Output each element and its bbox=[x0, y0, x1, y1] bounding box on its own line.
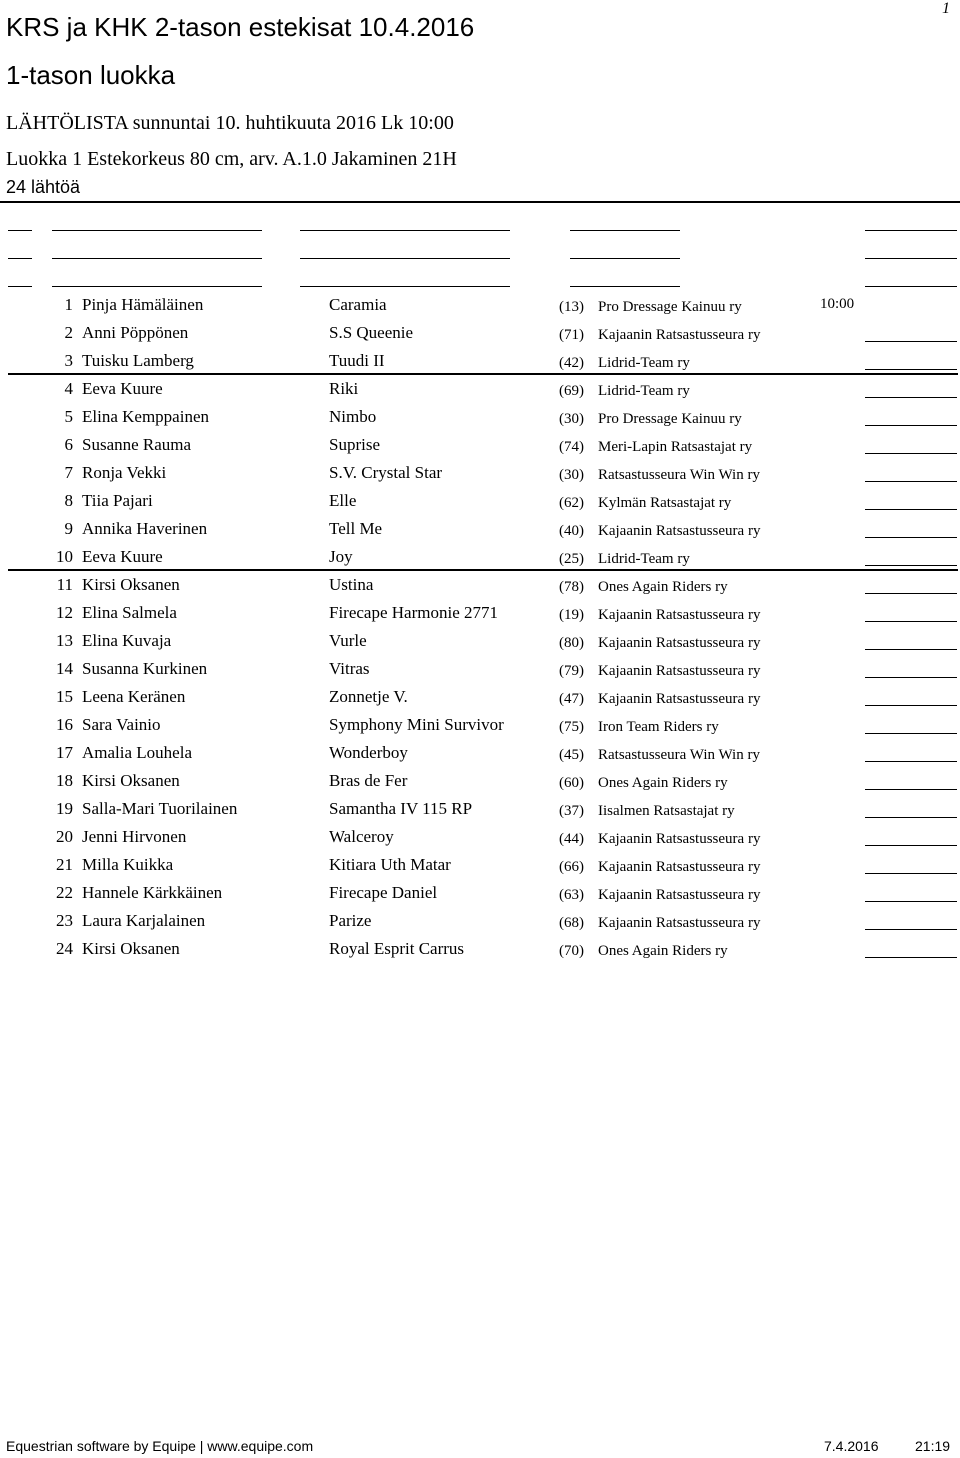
start-number: 18 bbox=[56, 771, 73, 790]
table-row bbox=[0, 570, 960, 598]
start-number: 22 bbox=[56, 883, 73, 902]
table-row bbox=[0, 766, 960, 794]
table-row bbox=[0, 318, 960, 346]
result-blank-line bbox=[865, 901, 957, 902]
horse-name: Firecape Harmonie 2771 bbox=[329, 603, 498, 622]
class-subtitle: 1-tason luokka bbox=[6, 60, 176, 90]
footer-software: Equestrian software by Equipe | www.equipe.com bbox=[6, 1438, 314, 1454]
horse-name: Suprise bbox=[329, 435, 380, 454]
club-name: Kajaanin Ratsastusseura ry bbox=[598, 635, 761, 651]
footer-time: 21:19 bbox=[915, 1438, 951, 1454]
result-blank-line bbox=[865, 453, 957, 454]
club-name: Ones Again Riders ry bbox=[598, 775, 728, 791]
horse-name: Wonderboy bbox=[329, 743, 408, 762]
horse-number: (75) bbox=[559, 719, 584, 735]
horse-number: (30) bbox=[559, 411, 584, 427]
result-blank-line bbox=[865, 341, 957, 342]
start-number: 23 bbox=[56, 911, 73, 930]
result-blank-line bbox=[865, 677, 957, 678]
header-rule bbox=[0, 201, 960, 203]
club-name: Pro Dressage Kainuu ry bbox=[598, 411, 742, 427]
horse-number: (37) bbox=[559, 803, 584, 819]
page-number: 1 bbox=[942, 0, 950, 17]
table-row bbox=[0, 710, 960, 738]
club-name: Lidrid-Team ry bbox=[598, 551, 690, 567]
footer-date: 7.4.2016 bbox=[824, 1438, 879, 1454]
result-blank-line bbox=[865, 481, 957, 482]
club-name: Kajaanin Ratsastusseura ry bbox=[598, 663, 761, 679]
horse-name: Zonnetje V. bbox=[329, 687, 408, 706]
start-number: 8 bbox=[64, 491, 73, 510]
rider-name: Milla Kuikka bbox=[82, 855, 174, 874]
table-row bbox=[0, 682, 960, 710]
start-number: 6 bbox=[64, 435, 73, 454]
horse-name: Vitras bbox=[329, 659, 370, 678]
club-name: Kajaanin Ratsastusseura ry bbox=[598, 691, 761, 707]
start-number: 3 bbox=[64, 351, 73, 370]
result-blank-line bbox=[865, 705, 957, 706]
horse-name: Caramia bbox=[329, 295, 387, 314]
horse-name: Nimbo bbox=[329, 407, 377, 426]
start-number: 7 bbox=[64, 463, 73, 482]
rider-name: Tiia Pajari bbox=[82, 491, 153, 510]
club-name: Ratsastusseura Win Win ry bbox=[598, 747, 760, 763]
rider-name: Jenni Hirvonen bbox=[82, 827, 187, 846]
table-row bbox=[0, 290, 960, 318]
result-blank-line bbox=[865, 873, 957, 874]
table-row bbox=[0, 514, 960, 542]
table-row bbox=[0, 850, 960, 878]
result-blank-line bbox=[865, 929, 957, 930]
table-row bbox=[0, 654, 960, 682]
table-row bbox=[0, 598, 960, 626]
rider-name: Elina Kuvaja bbox=[82, 631, 172, 650]
horse-number: (13) bbox=[559, 299, 584, 315]
table-row bbox=[0, 934, 960, 962]
club-name: Pro Dressage Kainuu ry bbox=[598, 299, 742, 315]
result-blank-line bbox=[865, 789, 957, 790]
horse-number: (79) bbox=[559, 663, 584, 679]
horse-name: Parize bbox=[329, 911, 372, 930]
rider-name: Laura Karjalainen bbox=[82, 911, 206, 930]
result-blank-line bbox=[865, 649, 957, 650]
start-number: 5 bbox=[64, 407, 73, 426]
result-blank-line bbox=[865, 565, 957, 566]
rider-name: Kirsi Oksanen bbox=[82, 939, 180, 958]
club-name: Lidrid-Team ry bbox=[598, 383, 690, 399]
result-blank-line bbox=[865, 593, 957, 594]
table-row bbox=[0, 878, 960, 906]
horse-number: (44) bbox=[559, 831, 584, 847]
result-blank-line bbox=[865, 957, 957, 958]
horse-name: Bras de Fer bbox=[329, 771, 408, 790]
horse-number: (25) bbox=[559, 551, 584, 567]
table-row bbox=[0, 542, 960, 570]
start-time: 10:00 bbox=[820, 296, 855, 312]
club-name: Ones Again Riders ry bbox=[598, 579, 728, 595]
rider-name: Susanne Rauma bbox=[82, 435, 192, 454]
club-name: Kajaanin Ratsastusseura ry bbox=[598, 887, 761, 903]
rider-name: Eeva Kuure bbox=[82, 547, 163, 566]
rider-name: Amalia Louhela bbox=[82, 743, 192, 762]
horse-name: S.V. Crystal Star bbox=[329, 463, 443, 482]
horse-number: (30) bbox=[559, 467, 584, 483]
club-name: Kajaanin Ratsastusseura ry bbox=[598, 915, 761, 931]
horse-name: Walceroy bbox=[329, 827, 394, 846]
horse-name: Riki bbox=[329, 379, 359, 398]
rider-name: Pinja Hämäläinen bbox=[82, 295, 204, 314]
horse-name: Kitiara Uth Matar bbox=[329, 855, 451, 874]
start-number: 11 bbox=[56, 575, 73, 594]
result-blank-line bbox=[865, 425, 957, 426]
result-blank-line bbox=[865, 845, 957, 846]
horse-name: Tell Me bbox=[329, 519, 383, 538]
horse-number: (45) bbox=[559, 747, 584, 763]
club-name: Kajaanin Ratsastusseura ry bbox=[598, 831, 761, 847]
start-number: 24 bbox=[56, 939, 73, 958]
rider-name: Susanna Kurkinen bbox=[82, 659, 208, 678]
horse-name: S.S Queenie bbox=[329, 323, 414, 342]
result-blank-line bbox=[865, 761, 957, 762]
result-blank-line bbox=[865, 621, 957, 622]
result-blank-line bbox=[865, 733, 957, 734]
horse-number: (42) bbox=[559, 355, 584, 371]
table-row bbox=[0, 374, 960, 402]
start-number: 19 bbox=[56, 799, 73, 818]
club-name: Lidrid-Team ry bbox=[598, 355, 690, 371]
club-name: Ratsastusseura Win Win ry bbox=[598, 467, 760, 483]
horse-number: (66) bbox=[559, 859, 584, 875]
result-blank-line bbox=[865, 817, 957, 818]
club-name: Kajaanin Ratsastusseura ry bbox=[598, 607, 761, 623]
rider-name: Sara Vainio bbox=[82, 715, 161, 734]
club-name: Kajaanin Ratsastusseura ry bbox=[598, 523, 761, 539]
horse-number: (69) bbox=[559, 383, 584, 399]
club-name: Meri-Lapin Ratsastajat ry bbox=[598, 439, 753, 455]
result-blank-line bbox=[865, 369, 957, 370]
result-blank-line bbox=[865, 537, 957, 538]
start-count: 24 lähtöä bbox=[6, 177, 81, 197]
rider-name: Kirsi Oksanen bbox=[82, 771, 180, 790]
horse-number: (40) bbox=[559, 523, 584, 539]
horse-name: Tuudi II bbox=[329, 351, 385, 370]
horse-number: (80) bbox=[559, 635, 584, 651]
horse-number: (62) bbox=[559, 495, 584, 511]
result-blank-line bbox=[865, 509, 957, 510]
club-name: Kylmän Ratsastajat ry bbox=[598, 495, 732, 511]
table-row bbox=[0, 794, 960, 822]
start-number: 21 bbox=[56, 855, 73, 874]
startlist-table bbox=[0, 290, 960, 962]
table-row bbox=[0, 738, 960, 766]
rider-name: Eeva Kuure bbox=[82, 379, 163, 398]
start-number: 17 bbox=[56, 743, 73, 762]
table-row bbox=[0, 626, 960, 654]
horse-name: Vurle bbox=[329, 631, 367, 650]
horse-number: (47) bbox=[559, 691, 584, 707]
start-number: 10 bbox=[56, 547, 73, 566]
horse-number: (68) bbox=[559, 915, 584, 931]
start-number: 15 bbox=[56, 687, 73, 706]
horse-number: (60) bbox=[559, 775, 584, 791]
start-number: 12 bbox=[56, 603, 73, 622]
rider-name: Elina Kemppainen bbox=[82, 407, 209, 426]
horse-number: (19) bbox=[559, 607, 584, 623]
horse-name: Symphony Mini Survivor bbox=[329, 715, 504, 734]
horse-number: (63) bbox=[559, 887, 584, 903]
horse-name: Elle bbox=[329, 491, 357, 510]
horse-number: (70) bbox=[559, 943, 584, 959]
table-row bbox=[0, 402, 960, 430]
rider-name: Hannele Kärkkäinen bbox=[82, 883, 223, 902]
start-number: 14 bbox=[56, 659, 73, 678]
start-number: 9 bbox=[64, 519, 73, 538]
horse-name: Firecape Daniel bbox=[329, 883, 438, 902]
start-number: 1 bbox=[64, 295, 73, 314]
rider-name: Annika Haverinen bbox=[82, 519, 208, 538]
horse-number: (78) bbox=[559, 579, 584, 595]
start-number: 13 bbox=[56, 631, 73, 650]
rider-name: Anni Pöppönen bbox=[82, 323, 189, 342]
start-number: 4 bbox=[64, 379, 73, 398]
club-name: Kajaanin Ratsastusseura ry bbox=[598, 859, 761, 875]
start-number: 20 bbox=[56, 827, 73, 846]
table-row bbox=[0, 346, 960, 374]
horse-number: (74) bbox=[559, 439, 584, 455]
table-row bbox=[0, 906, 960, 934]
horse-number: (71) bbox=[559, 327, 584, 343]
horse-name: Samantha IV 115 RP bbox=[329, 799, 473, 818]
club-name: Iisalmen Ratsastajat ry bbox=[598, 803, 735, 819]
horse-name: Joy bbox=[329, 547, 353, 566]
rider-name: Elina Salmela bbox=[82, 603, 177, 622]
class-info: Luokka 1 Estekorkeus 80 cm, arv. A.1.0 Jakaminen 21H bbox=[6, 148, 457, 170]
club-name: Iron Team Riders ry bbox=[598, 719, 719, 735]
club-name: Kajaanin Ratsastusseura ry bbox=[598, 327, 761, 343]
table-row bbox=[0, 430, 960, 458]
horse-name: Royal Esprit Carrus bbox=[329, 939, 465, 958]
table-row bbox=[0, 822, 960, 850]
rider-name: Kirsi Oksanen bbox=[82, 575, 180, 594]
start-number: 16 bbox=[56, 715, 73, 734]
event-title: KRS ja KHK 2-tason estekisat 10.4.2016 bbox=[6, 12, 475, 42]
table-row bbox=[0, 458, 960, 486]
result-blank-line bbox=[865, 397, 957, 398]
rider-name: Tuisku Lamberg bbox=[82, 351, 194, 370]
horse-name: Ustina bbox=[329, 575, 374, 594]
rider-name: Leena Keränen bbox=[82, 687, 186, 706]
rider-name: Salla-Mari Tuorilainen bbox=[82, 799, 238, 818]
table-row bbox=[0, 486, 960, 514]
rider-name: Ronja Vekki bbox=[82, 463, 167, 482]
club-name: Ones Again Riders ry bbox=[598, 943, 728, 959]
start-number: 2 bbox=[64, 323, 73, 342]
startlist-heading: LÄHTÖLISTA sunnuntai 10. huhtikuuta 2016 Lk 10:00 bbox=[6, 112, 454, 134]
